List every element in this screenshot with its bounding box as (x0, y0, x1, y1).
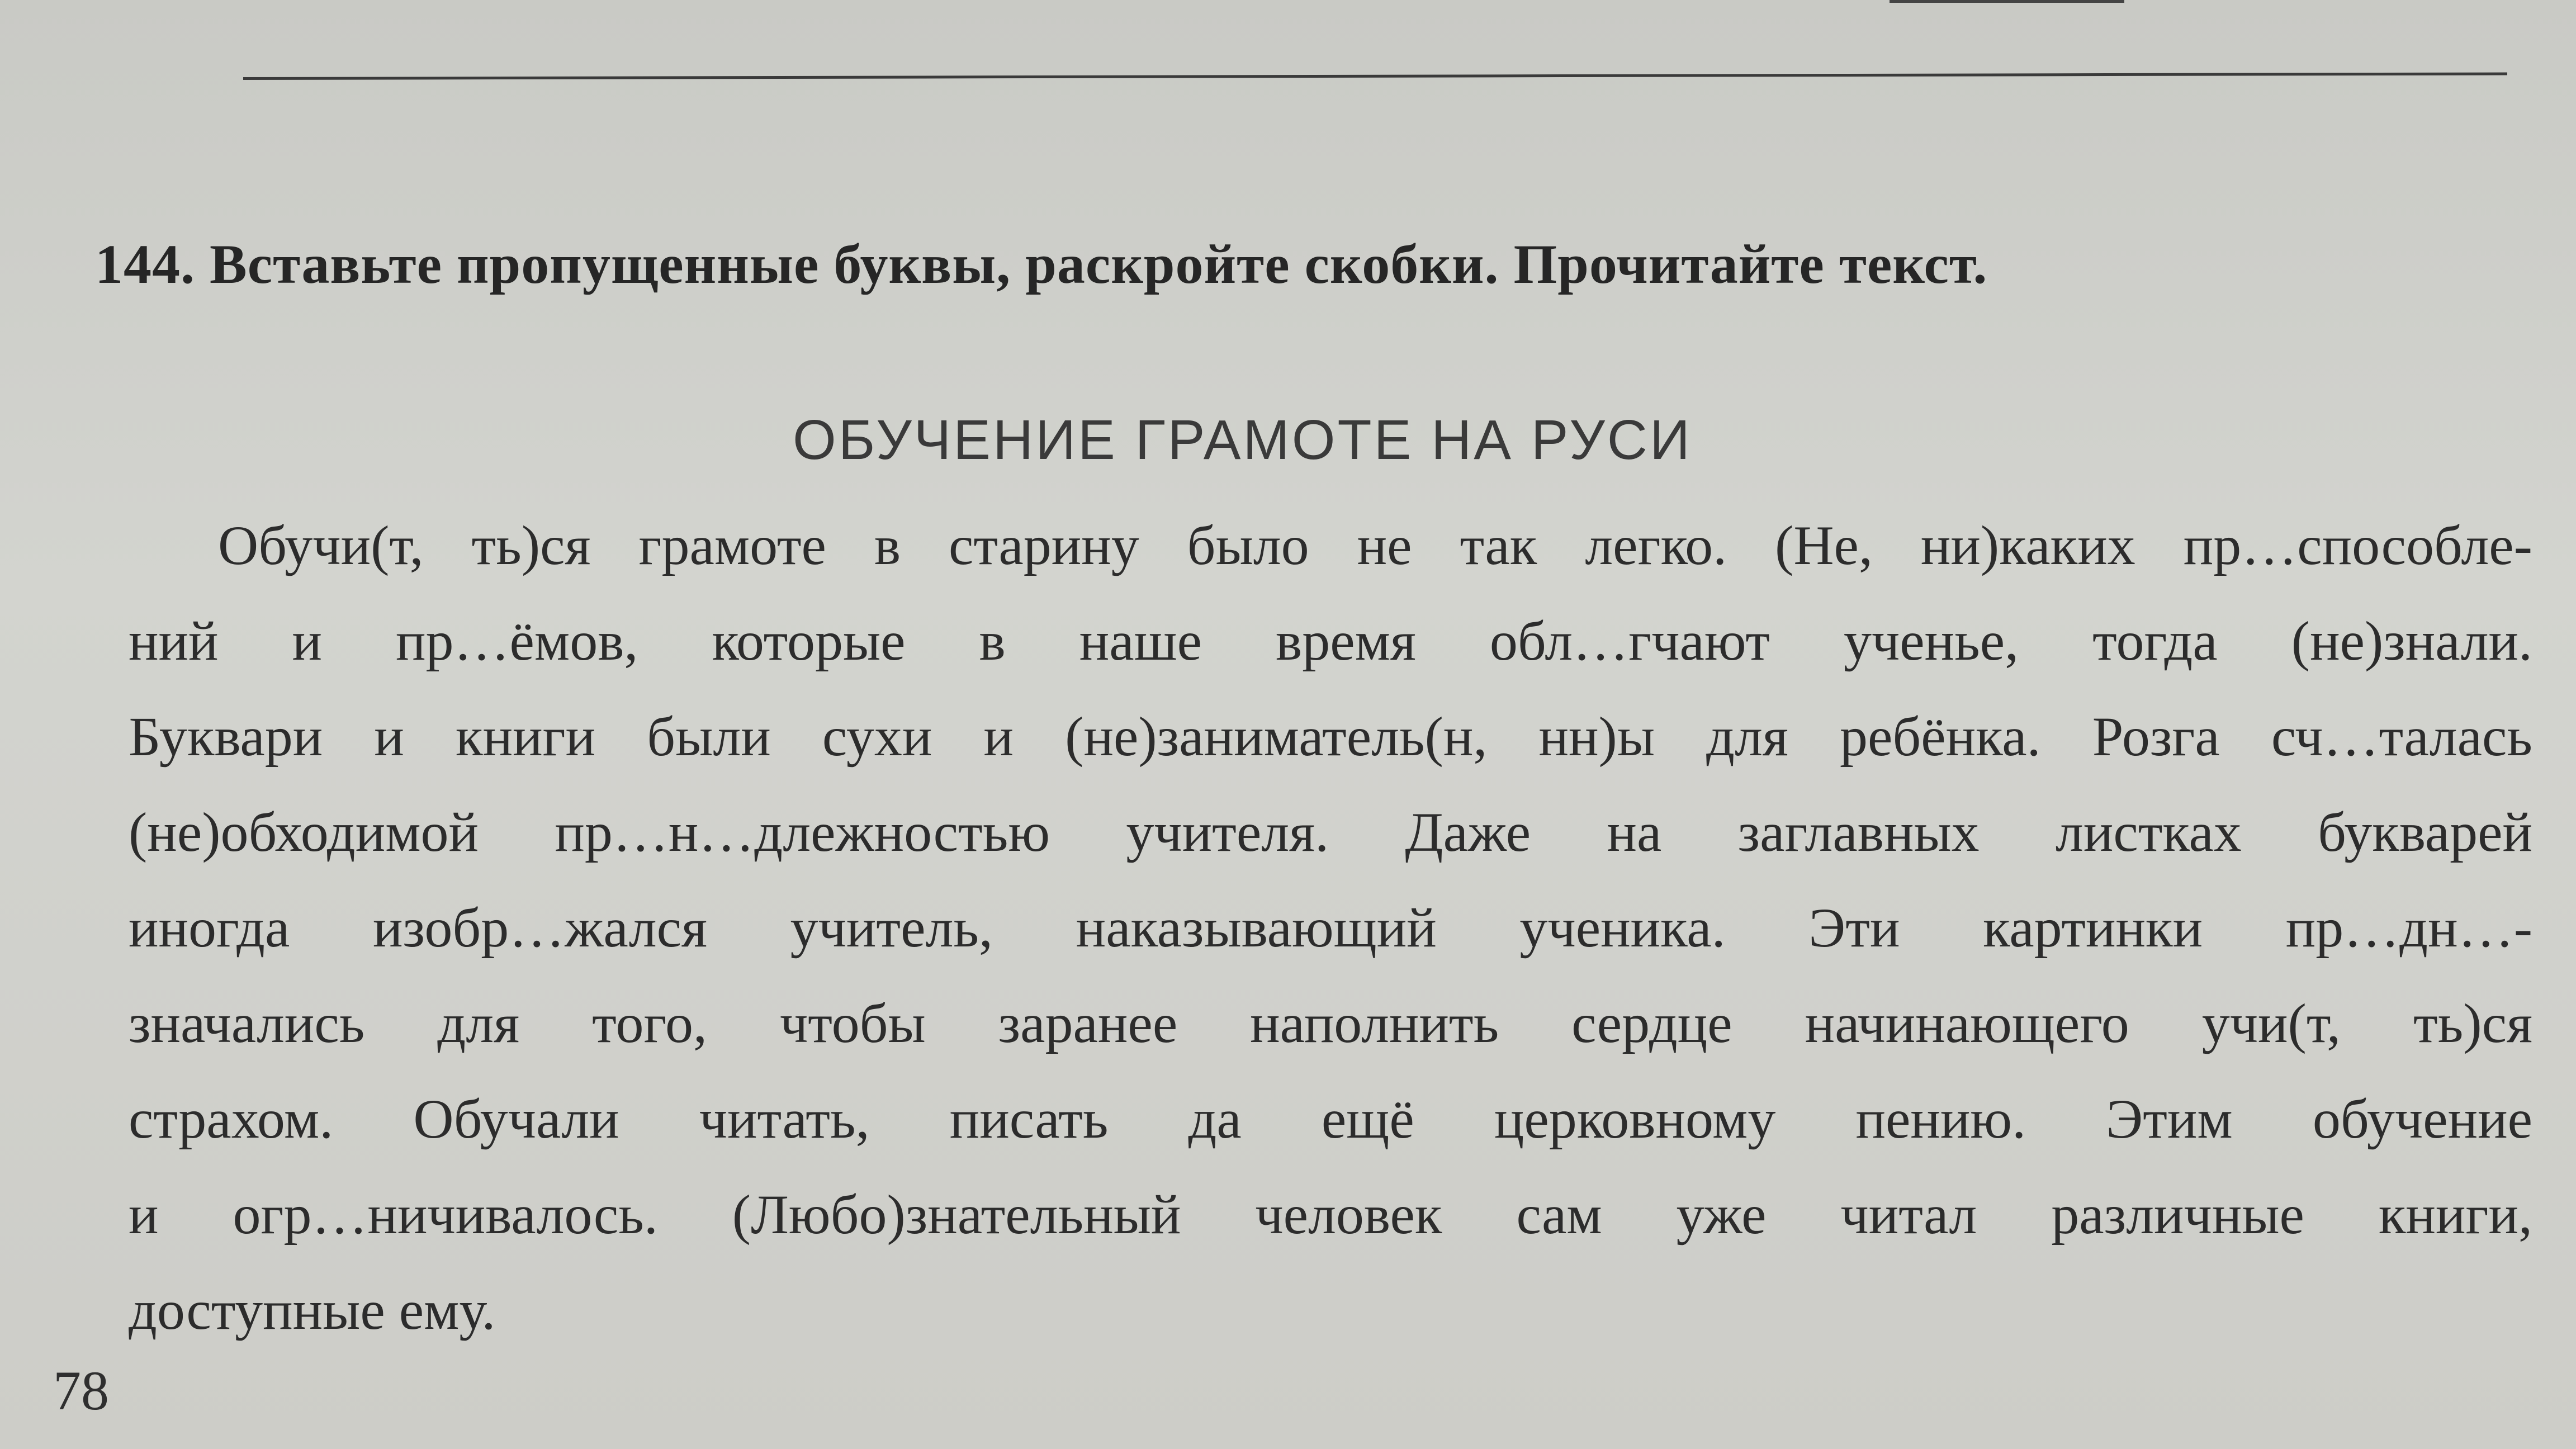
text-line: доступные ему. (129, 1279, 496, 1341)
exercise-text (129, 498, 2532, 1358)
text-line: Обучи(т, ть)ся грамоте в старину было не так легко. (Не, ни)каких пр…способле- (218, 514, 2532, 576)
top-cut-rule (1890, 0, 2124, 3)
text-title: ОБУЧЕНИЕ ГРАМОТЕ НА РУСИ (793, 409, 1692, 471)
text-line: и огр…ничивалось. (Любо)знательный человек сам уже читал различные книги, (129, 1183, 2532, 1246)
text-line: страхом. Обучали читать, писать да ещё церковному пению. Этим обучение (129, 1088, 2532, 1150)
text-line: Буквари и книги были сухи и (не)заниматель(н, нн)ы для ребёнка. Розга сч…талась (129, 705, 2532, 768)
text-line: иногда изобр…жался учитель, наказывающий ученика. Эти картинки пр…дн…- (129, 897, 2532, 959)
text-line: ний и пр…ёмов, которые в наше время обл…гчают ученье, тогда (не)знали. (129, 610, 2532, 672)
text-line: значались для того, чтобы заранее наполнить сердце начинающего учи(т, ть)ся (129, 992, 2532, 1054)
text-line: (не)обходимой пр…н…длежностью учителя. Даже на заглавных листках букварей (129, 801, 2532, 863)
horizontal-rule (243, 73, 2507, 80)
exercise-heading: 144. Вставьте пропущенные буквы, раскройте скобки. Прочитайте текст. (95, 233, 1988, 295)
page-number: 78 (53, 1360, 109, 1422)
